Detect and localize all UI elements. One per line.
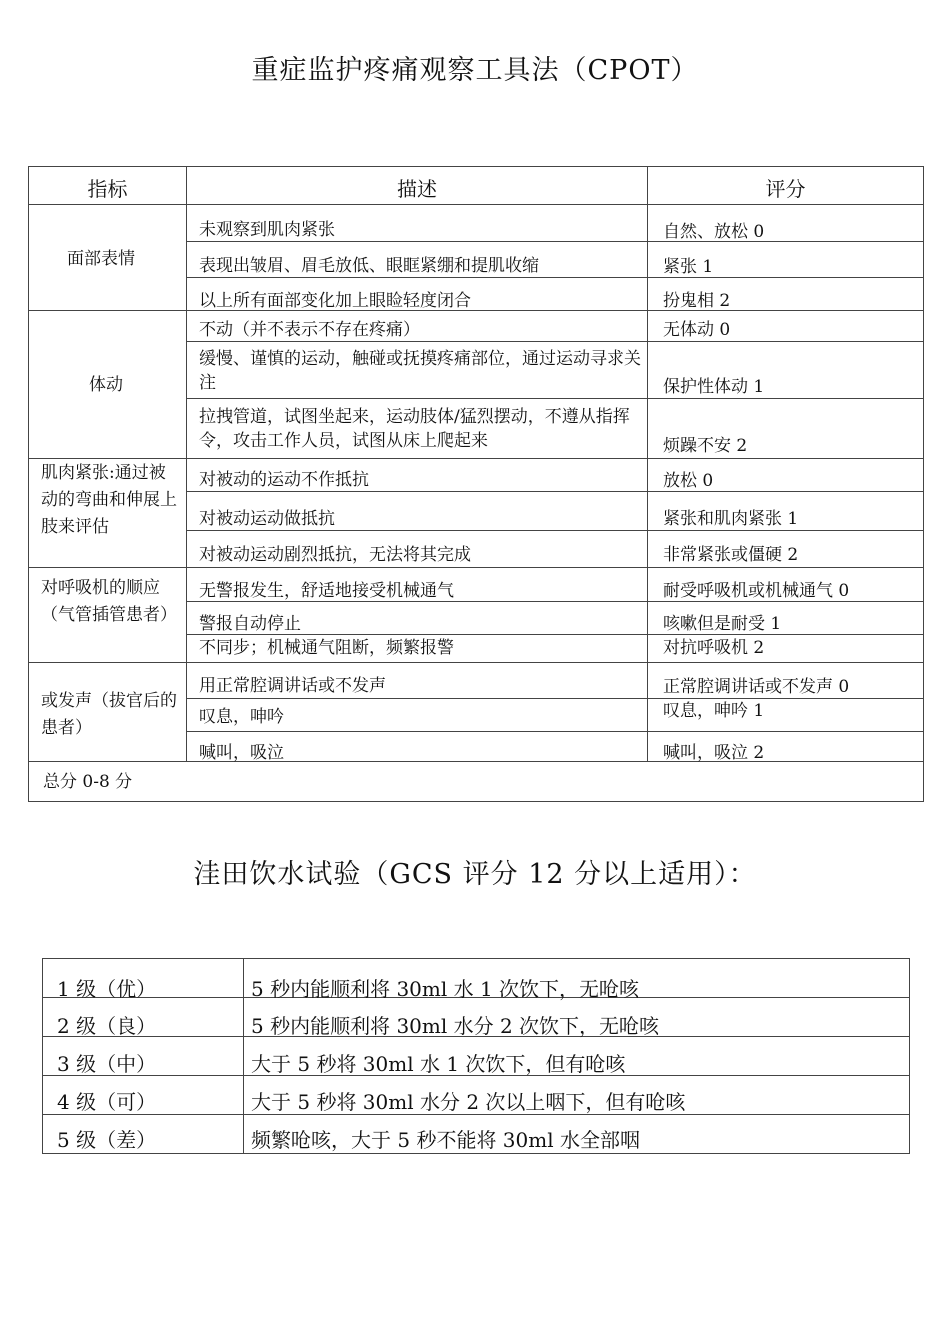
water-test-title: 洼田饮水试验（GCS 评分 12 分以上适用）： [193, 859, 757, 890]
row-divider [29, 662, 923, 663]
score-cell: 喊叫，吸泣 2 [663, 743, 765, 763]
row-divider [29, 567, 923, 568]
header-score: 评分 [765, 177, 806, 201]
description-cell: 不同步；机械通气阻断，频繁报警 [199, 638, 454, 658]
description-cell: 无警报发生，舒适地接受机械通气 [199, 581, 454, 601]
grade-cell: 4 级（可） [57, 1090, 157, 1114]
description-cell: 未观察到肌肉紧张 [199, 220, 335, 240]
description-cell: 5 秒内能顺利将 30ml 水 1 次饮下，无呛咳 [251, 977, 640, 1001]
description-cell: 对被动的运动不作抵抗 [199, 470, 369, 490]
description-cell: 喊叫，吸泣 [199, 743, 284, 763]
table-row [43, 998, 909, 1037]
score-cell: 保护性体动 1 [663, 377, 765, 397]
grade-cell: 5 级（差） [57, 1128, 157, 1152]
row-divider [29, 204, 923, 205]
description-cell: 频繁呛咳，大于 5 秒不能将 30ml 水全部咽 [251, 1128, 640, 1152]
total-score: 总分 0-8 分 [43, 772, 133, 792]
water-test-table [42, 958, 910, 1154]
grade-cell: 3 级（中） [57, 1052, 157, 1076]
table-row [43, 1115, 909, 1154]
row-divider [29, 458, 923, 459]
table-row [43, 959, 909, 1001]
description-cell: 拉拽管道，试图坐起来，运动肢体/猛烈摆动，不遵从指挥令，攻击工作人员，试图从床上爬起来 [199, 407, 630, 451]
indicator-muscle-tension: 肌肉紧张:通过被动的弯曲和伸展上肢来评估 [41, 463, 177, 537]
indicator-vocalization: 或发声（拔官后的患者） [41, 691, 177, 738]
indicator-body-movement: 体动 [89, 375, 123, 395]
score-cell: 非常紧张或僵硬 2 [663, 545, 799, 565]
grade-cell: 1 级（优） [57, 977, 157, 1001]
indicator-ventilator: 对呼吸机的顺应（气管插管患者） [41, 578, 177, 625]
header-indicator: 指标 [87, 177, 128, 201]
col-divider [647, 167, 648, 761]
description-cell: 用正常腔调讲话或不发声 [199, 676, 386, 696]
subrow-divider [186, 731, 923, 732]
score-cell: 无体动 0 [663, 320, 731, 340]
score-cell: 叹息，呻吟 1 [663, 701, 765, 721]
description-cell: 叹息，呻吟 [199, 707, 284, 727]
score-cell: 对抗呼吸机 2 [663, 638, 765, 658]
score-cell: 烦躁不安 2 [663, 436, 748, 456]
header-description: 描述 [397, 177, 437, 201]
description-cell: 警报自动停止 [199, 614, 301, 634]
indicator-facial: 面部表情 [67, 249, 135, 269]
score-cell: 放松 0 [663, 471, 714, 491]
description-cell: 表现出皱眉、眉毛放低、眼眶紧绷和提肌收缩 [199, 256, 539, 276]
description-cell: 大于 5 秒将 30ml 水 1 次饮下，但有呛咳 [251, 1052, 626, 1076]
grade-cell: 2 级（良） [57, 1014, 157, 1038]
description-cell: 以上所有面部变化加上眼睑轻度闭合 [199, 291, 471, 311]
description-cell: 缓慢、谨慎的运动，触碰或抚摸疼痛部位，通过运动寻求关注 [199, 349, 641, 393]
table-row [43, 1037, 909, 1076]
score-cell: 紧张 1 [663, 257, 714, 277]
score-cell: 正常腔调讲话或不发声 0 [663, 677, 850, 697]
score-cell: 扮鬼相 2 [663, 291, 731, 311]
description-cell: 对被动运动做抵抗 [199, 509, 335, 529]
score-cell: 自然、放松 0 [663, 222, 765, 242]
description-cell: 对被动运动剧烈抵抗，无法将其完成 [199, 545, 471, 565]
score-cell: 咳嗽但是耐受 1 [663, 614, 782, 634]
table-row [43, 1076, 909, 1115]
description-cell: 大于 5 秒将 30ml 水分 2 次以上咽下，但有呛咳 [251, 1090, 686, 1114]
score-cell: 耐受呼吸机或机械通气 0 [663, 581, 850, 601]
description-cell: 5 秒内能顺利将 30ml 水分 2 次饮下，无呛咳 [251, 1014, 660, 1038]
col-divider [186, 167, 187, 761]
score-cell: 紧张和肌肉紧张 1 [663, 509, 799, 529]
cpot-table [28, 166, 924, 802]
cpot-title: 重症监护疼痛观察工具法（CPOT） [251, 55, 699, 86]
description-cell: 不动（并不表示不存在疼痛） [199, 320, 420, 340]
